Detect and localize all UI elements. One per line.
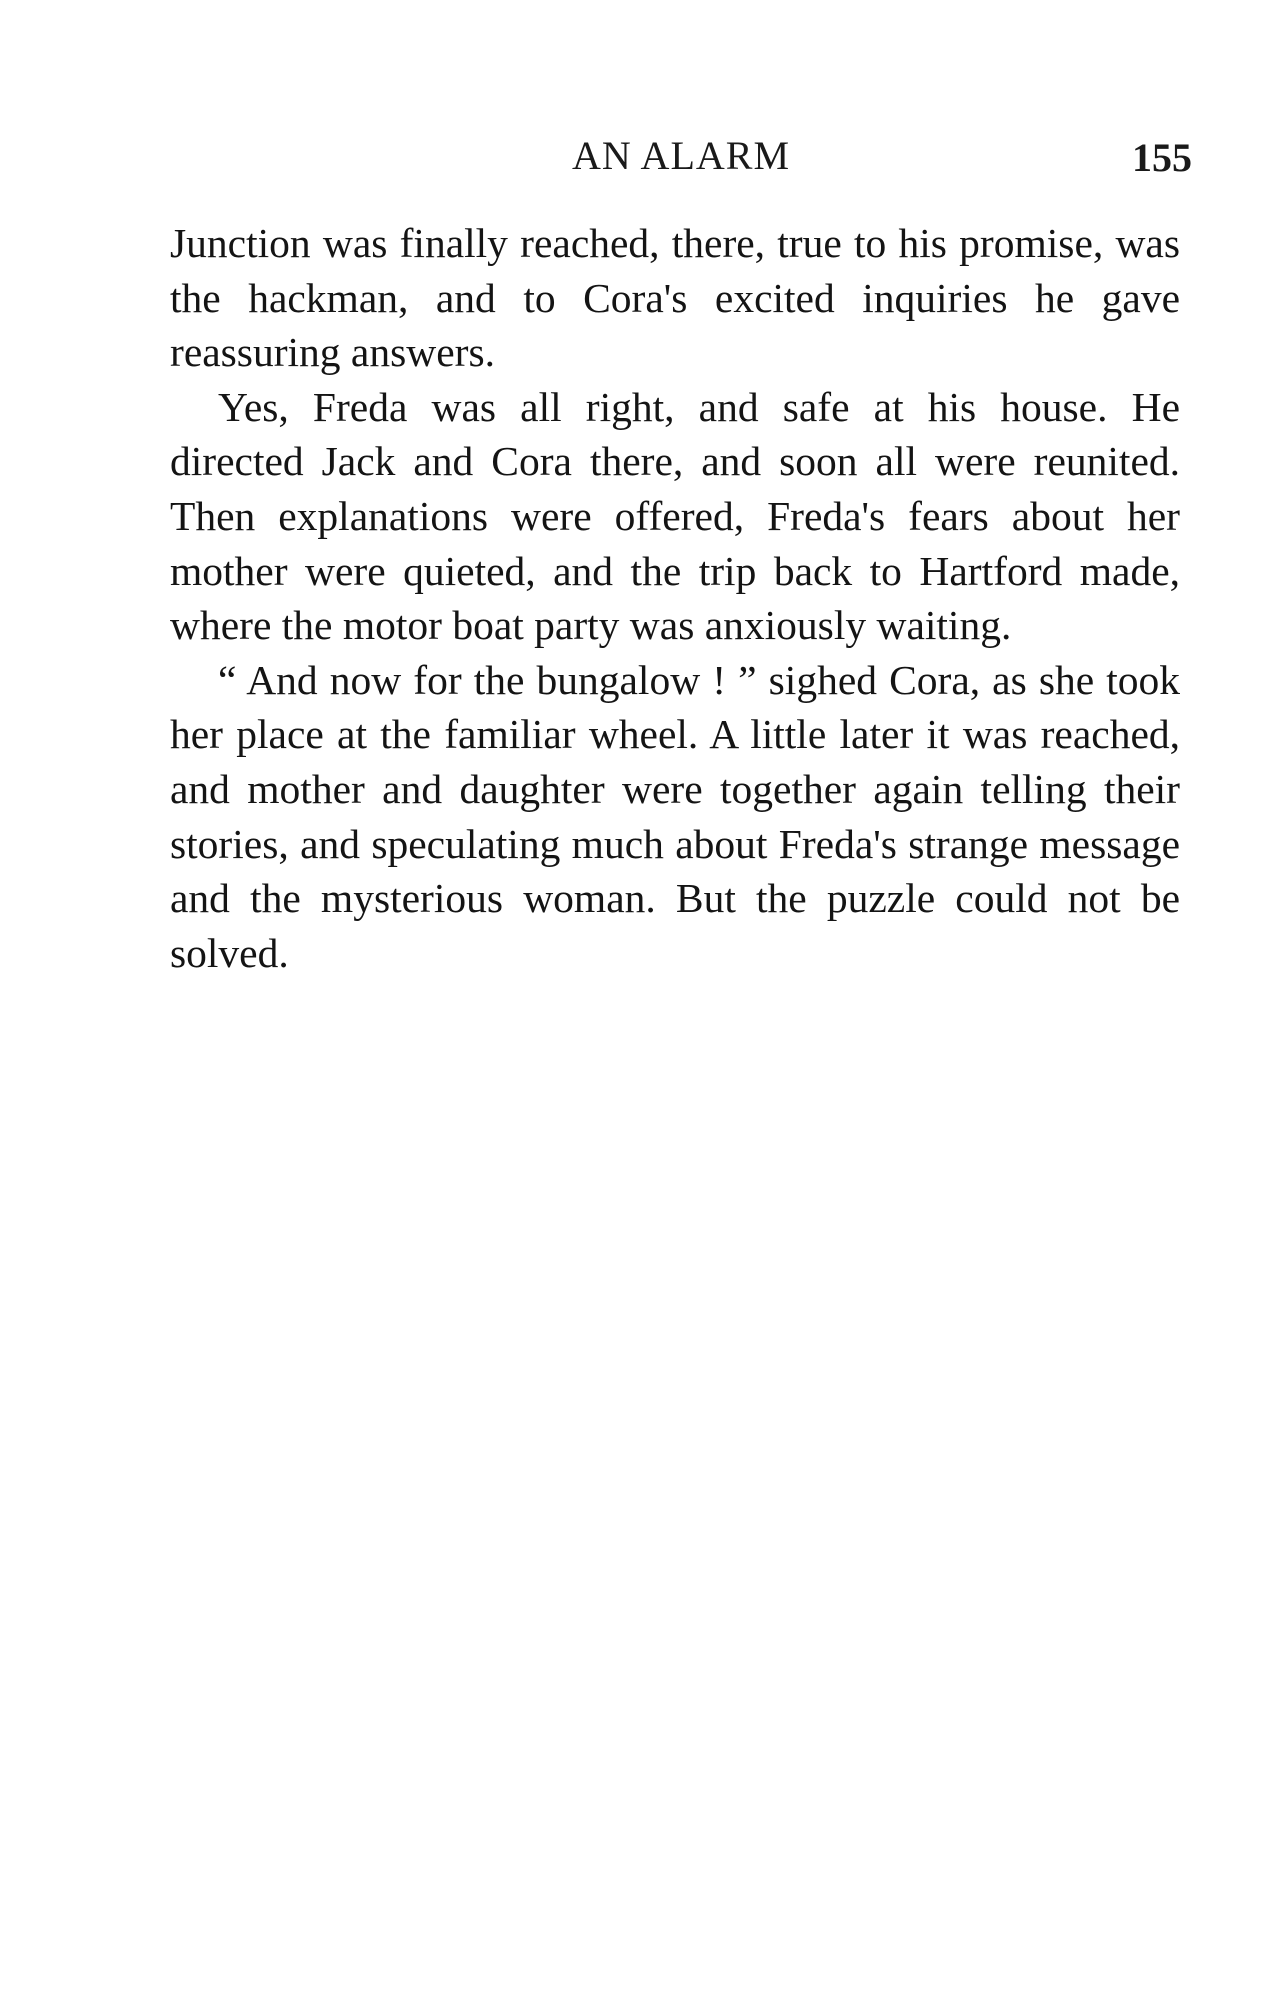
paragraph-1: Junction was finally reached, there, true to his promise, was the hackman, and to Cora's excited inquiries he gave reassuring answers. [170, 220, 1180, 376]
running-title: AN ALARM [571, 133, 791, 178]
body-text [170, 216, 1180, 980]
paragraph-3: “ And now for the bungalow ! ” sighed Cora, as she took her place at the familiar wheel. A little later it was reached, and mother and daughter were together again telling their stories, and speculating much about Freda's strange message and the mysterious woman. But the puzzle could not be solved. [170, 656, 1180, 976]
paragraph-2: Yes, Freda was all right, and safe at his house. He directed Jack and Cora there, and soon all were reunited. Then explanations were offered, Freda's fears about her mother were quieted, and the trip back to Hartford made, where the motor boat party was anxiously waiting. [170, 383, 1180, 649]
running-head [170, 132, 1192, 192]
page-number: 155 [1132, 135, 1192, 180]
